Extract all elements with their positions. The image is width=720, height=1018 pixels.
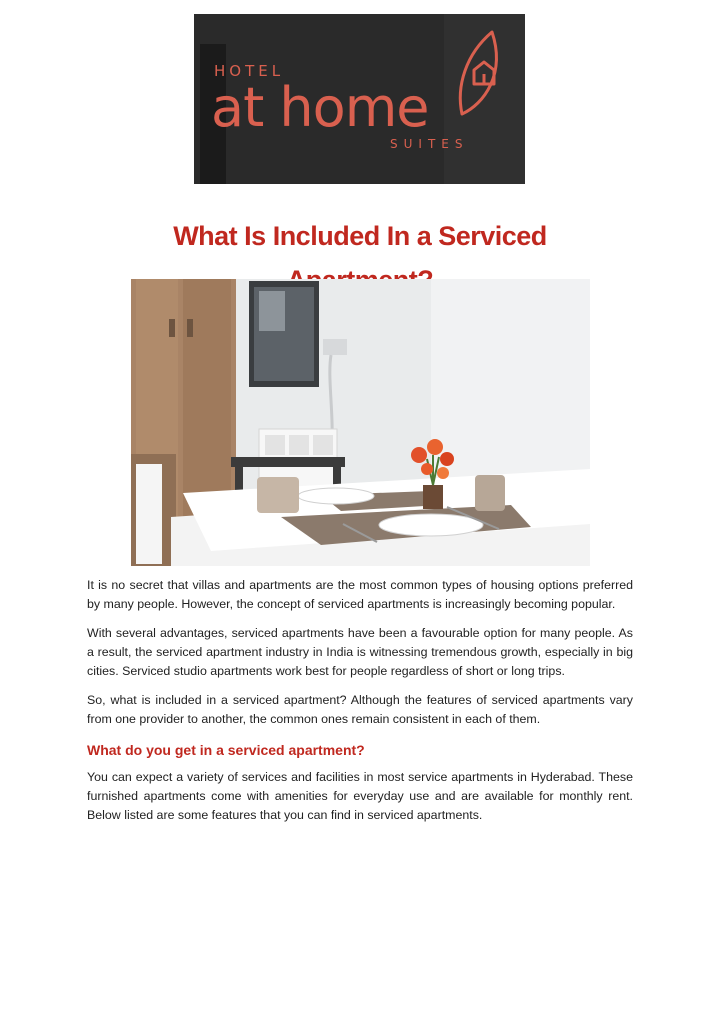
- apartment-photo: [131, 279, 590, 566]
- paragraph-question: So, what is included in a serviced apartment? Although the features of serviced apartments vary from one provider to another, the common ones remain consistent in each of them.: [87, 693, 633, 726]
- paragraph-advantages: With several advantages, serviced apartments have been a favourable option for many people. As a result, the serviced apartment industry in India is witnessing tremendous growth, especially in big cities. Serviced studio apartments work best for people regardless of short or long trips.: [87, 626, 633, 678]
- serviced-apartment-dining-photo-icon: [131, 279, 590, 566]
- paragraph-closing: You can expect a variety of services and facilities in most service apartments in Hyderabad. These furnished apartments come with amenities for everyday use and are available for monthly rent. Below listed are some features that you can find in serviced apartments.: [87, 770, 633, 822]
- logo-suites-text: SUITES: [390, 137, 469, 151]
- logo-hotel-text: HOTEL: [214, 62, 285, 80]
- paragraph-intro: It is no secret that villas and apartments are the most common types of housing options preferred by many people. However, the concept of serviced apartments is increasingly becoming popular.: [87, 578, 633, 611]
- logo-brand-text: at home: [211, 76, 429, 139]
- section-subheading: What do you get in a serviced apartment?: [87, 742, 365, 758]
- hotel-logo: [194, 14, 525, 184]
- page-title: What Is Included In a Serviced: [173, 221, 547, 252]
- article-body: [87, 576, 633, 835]
